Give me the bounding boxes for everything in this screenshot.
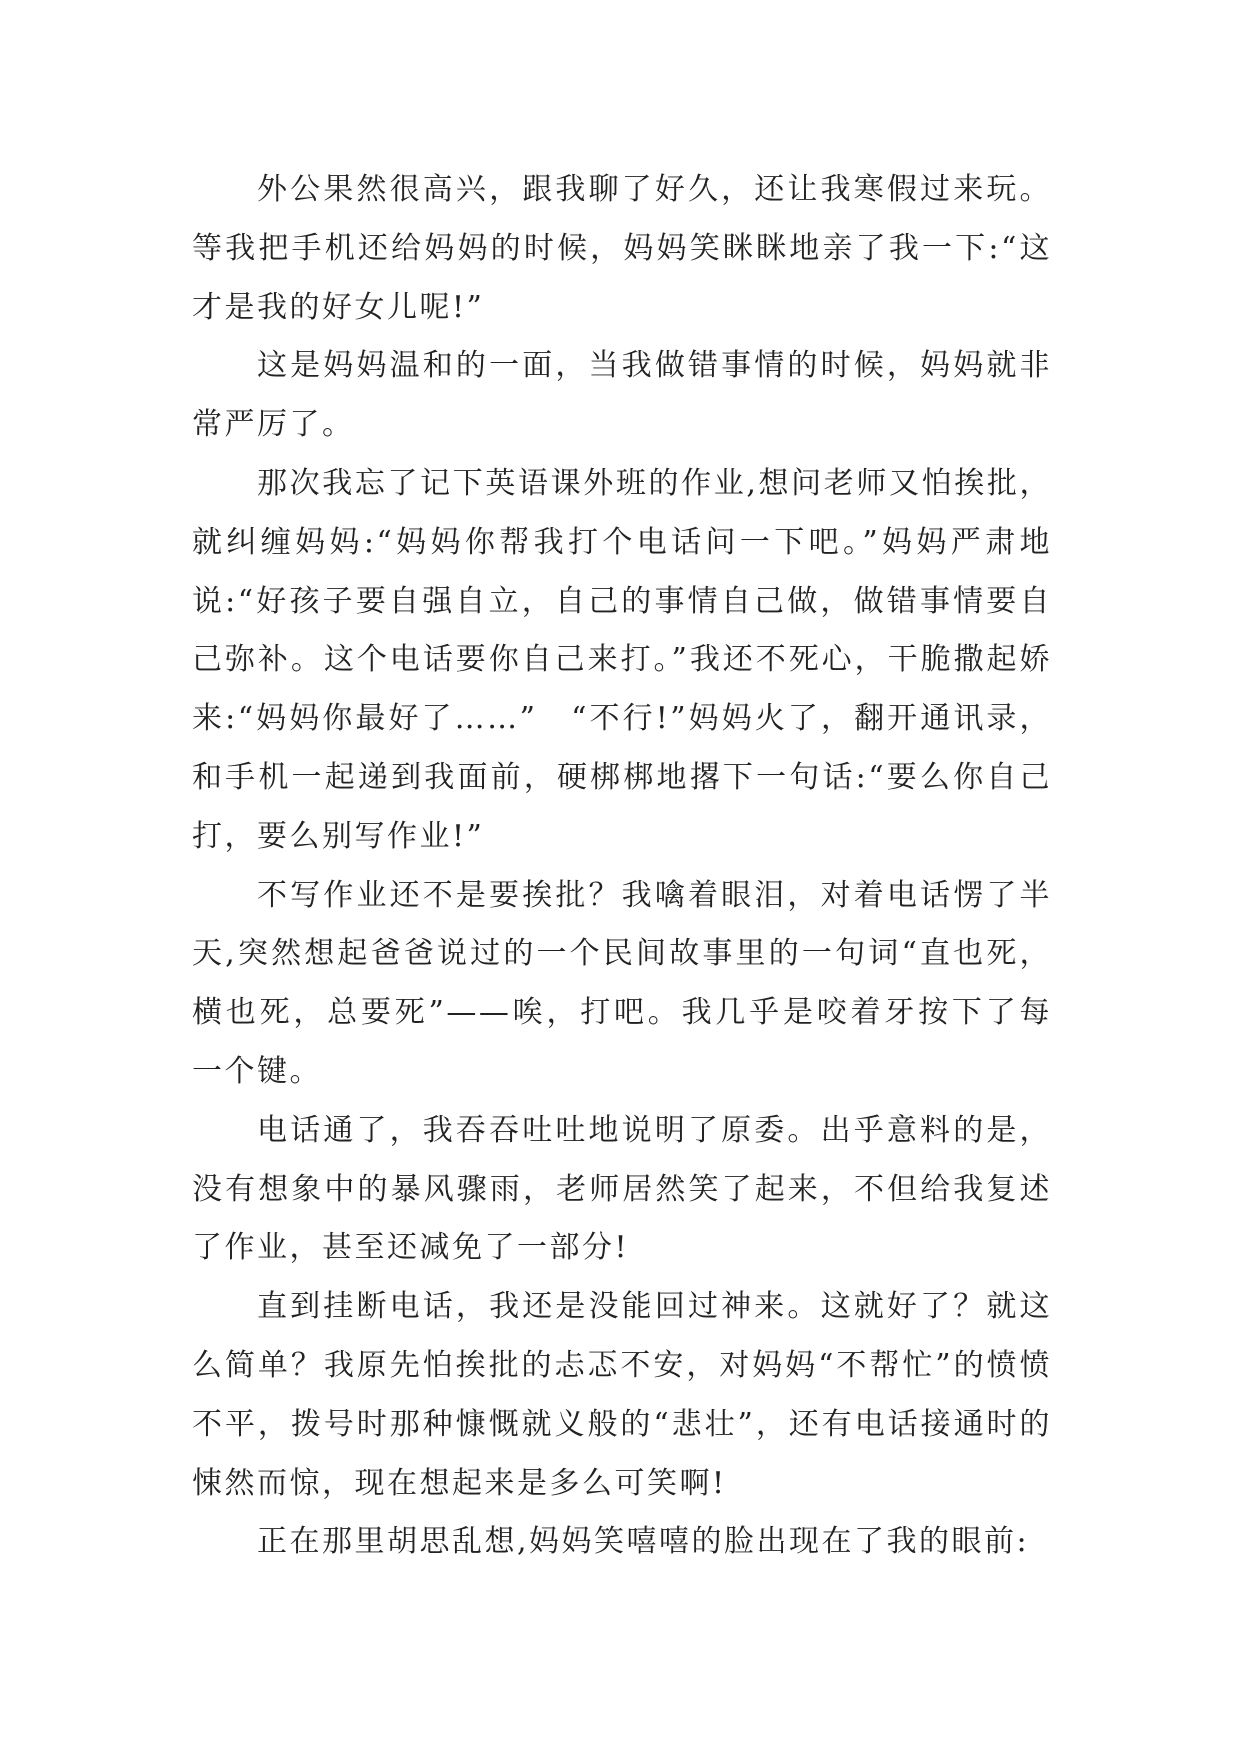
document-body [192,161,1052,1572]
paragraph-3: 那次我忘了记下英语课外班的作业,想问老师又怕挨批，就纠缠妈妈:“妈妈你帮我打个电话问一下吧。”妈妈严肃地说:“好孩子要自强自立，自己的事情自己做，做错事情要自己弥补。这个电话要你自己来打。”我还不死心，干脆撒起娇来:“妈妈你最好了……” “不行!”妈妈火了，翻开通讯录，和手机一起递到我面前，硬梆梆地撂下一句话:“要么你自己打，要么别写作业!” [192,465,1052,854]
paragraph-6: 直到挂断电话，我还是没能回过神来。这就好了？就这么简单？我原先怕挨批的忐忑不安，对妈妈“不帮忙”的愤愤不平，拨号时那种慷慨就义般的“悲壮”，还有电话接通时的悚然而惊，现在想起来是多么可笑啊! [192,1289,1052,1501]
paragraph-5: 电话通了，我吞吞吐吐地说明了原委。出乎意料的是，没有想象中的暴风骤雨，老师居然笑了起来，不但给我复述了作业，甚至还减免了一部分! [192,1112,1052,1266]
paragraph-7: 正在那里胡思乱想,妈妈笑嘻嘻的脸出现在了我的眼前: [257,1524,1030,1560]
paragraph-4: 不写作业还不是要挨批？我噙着眼泪，对着电话愣了半天,突然想起爸爸说过的一个民间故事里的一句词“直也死，横也死，总要死”——唉，打吧。我几乎是咬着牙按下了每一个键。 [192,877,1052,1089]
paragraph-1: 外公果然很高兴，跟我聊了好久，还让我寒假过来玩。等我把手机还给妈妈的时候，妈妈笑眯眯地亲了我一下:“这才是我的好女儿呢!” [192,172,1052,325]
paragraph-2: 这是妈妈温和的一面，当我做错事情的时候，妈妈就非常严厉了。 [192,348,1052,443]
